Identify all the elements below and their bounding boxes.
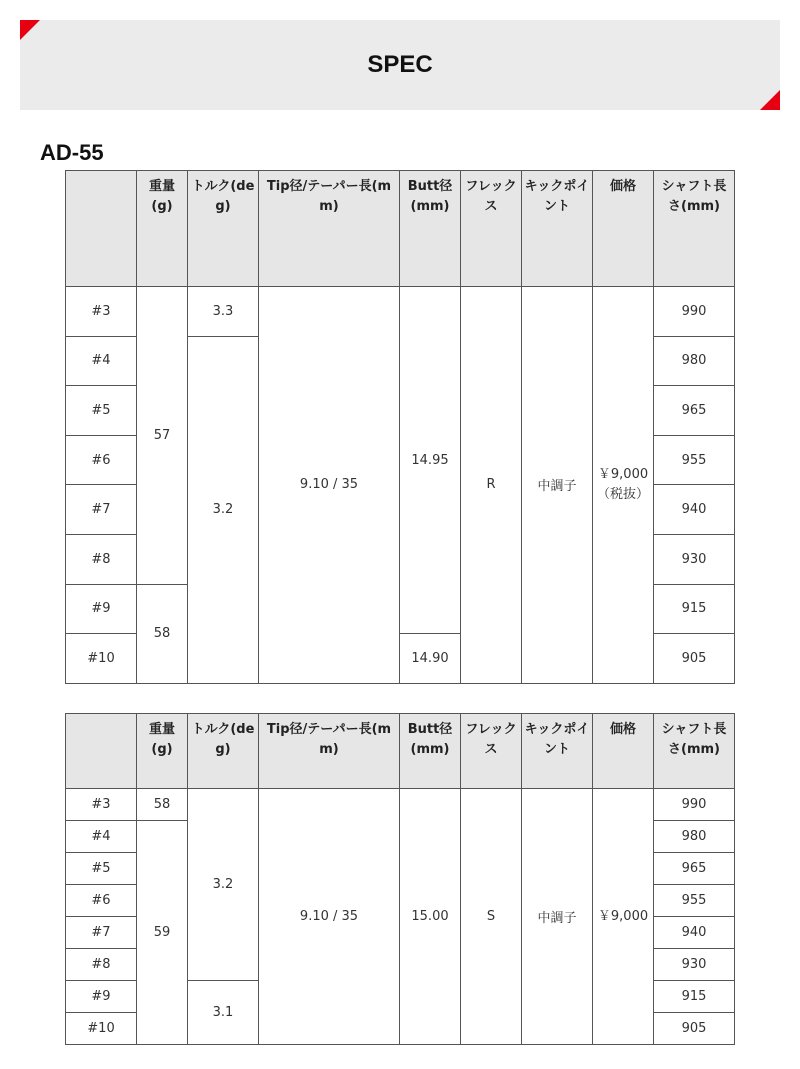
club-number: #8 — [66, 534, 137, 584]
header-weight: 重量(g) — [137, 171, 188, 287]
header-length: シャフト長さ(mm) — [654, 171, 735, 287]
length-cell: 940 — [654, 485, 735, 535]
length-cell: 940 — [654, 917, 735, 949]
tip-cell: 9.10 / 35 — [259, 789, 400, 1045]
header-butt: Butt径(mm) — [400, 171, 461, 287]
header-tip: Tip径/テーパー長(mm) — [259, 171, 400, 287]
club-number: #4 — [66, 821, 137, 853]
length-cell: 930 — [654, 534, 735, 584]
butt-cell: 15.00 — [400, 789, 461, 1045]
butt-cell: 14.90 — [400, 634, 461, 684]
header-torque: トルク(deg) — [188, 714, 259, 789]
header-blank — [66, 714, 137, 789]
length-cell: 915 — [654, 981, 735, 1013]
length-cell: 990 — [654, 287, 735, 337]
torque-cell: 3.2 — [188, 336, 259, 683]
weight-cell: 57 — [137, 287, 188, 585]
header-price: 価格 — [593, 714, 654, 789]
weight-cell: 59 — [137, 821, 188, 1045]
club-number: #9 — [66, 584, 137, 634]
header-length: シャフト長さ(mm) — [654, 714, 735, 789]
spec-table-s-flex — [65, 713, 735, 1045]
table-row — [66, 789, 735, 821]
weight-cell: 58 — [137, 789, 188, 821]
length-cell: 990 — [654, 789, 735, 821]
club-number: #8 — [66, 949, 137, 981]
club-number: #5 — [66, 386, 137, 436]
butt-cell: 14.95 — [400, 287, 461, 634]
spec-banner — [20, 20, 780, 110]
header-kick-point: キックポイント — [522, 714, 593, 789]
table-header-row — [66, 171, 735, 287]
price-cell: ￥9,000（税抜） — [593, 287, 654, 684]
length-cell: 905 — [654, 634, 735, 684]
length-cell: 955 — [654, 885, 735, 917]
length-cell: 965 — [654, 386, 735, 436]
club-number: #6 — [66, 435, 137, 485]
header-butt: Butt径(mm) — [400, 714, 461, 789]
torque-cell: 3.2 — [188, 789, 259, 981]
length-cell: 905 — [654, 1013, 735, 1045]
header-flex: フレックス — [461, 714, 522, 789]
header-torque: トルク(deg) — [188, 171, 259, 287]
length-cell: 955 — [654, 435, 735, 485]
price-cell: ￥9,000 — [593, 789, 654, 1045]
flex-cell: S — [461, 789, 522, 1045]
club-number: #5 — [66, 853, 137, 885]
club-number: #4 — [66, 336, 137, 386]
club-number: #7 — [66, 917, 137, 949]
header-weight: 重量(g) — [137, 714, 188, 789]
header-flex: フレックス — [461, 171, 522, 287]
club-number: #9 — [66, 981, 137, 1013]
corner-accent-bottom-right — [760, 90, 780, 110]
kick-point-cell: 中調子 — [522, 789, 593, 1045]
length-cell: 980 — [654, 336, 735, 386]
header-tip: Tip径/テーパー長(mm) — [259, 714, 400, 789]
table-row — [66, 287, 735, 337]
club-number: #6 — [66, 885, 137, 917]
length-cell: 930 — [654, 949, 735, 981]
torque-cell: 3.3 — [188, 287, 259, 337]
length-cell: 965 — [654, 853, 735, 885]
banner-title: SPEC — [367, 51, 433, 78]
spec-table-r-flex — [65, 170, 735, 684]
header-price: 価格 — [593, 171, 654, 287]
kick-point-cell: 中調子 — [522, 287, 593, 684]
length-cell: 915 — [654, 584, 735, 634]
model-name: AD-55 — [40, 140, 104, 165]
club-number: #7 — [66, 485, 137, 535]
table-header-row — [66, 714, 735, 789]
header-kick-point: キックポイント — [522, 171, 593, 287]
length-cell: 980 — [654, 821, 735, 853]
club-number: #10 — [66, 1013, 137, 1045]
club-number: #3 — [66, 789, 137, 821]
torque-cell: 3.1 — [188, 981, 259, 1045]
header-blank — [66, 171, 137, 287]
club-number: #3 — [66, 287, 137, 337]
tip-cell: 9.10 / 35 — [259, 287, 400, 684]
weight-cell: 58 — [137, 584, 188, 683]
flex-cell: R — [461, 287, 522, 684]
club-number: #10 — [66, 634, 137, 684]
